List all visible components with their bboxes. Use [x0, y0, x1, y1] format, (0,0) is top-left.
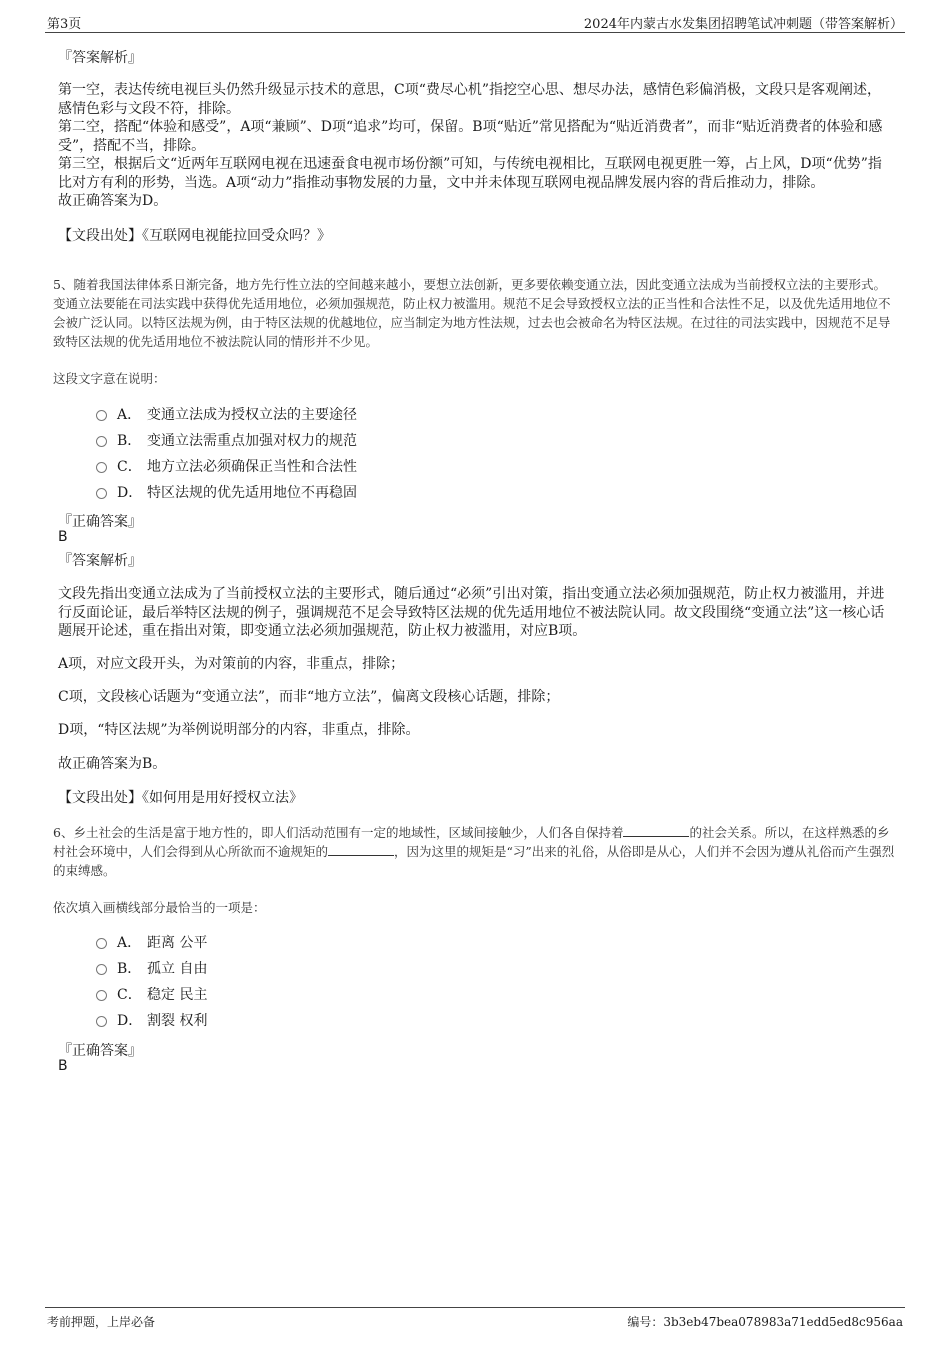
- q6-option-c[interactable]: [96, 984, 207, 1004]
- option-letter: C．: [117, 459, 142, 475]
- q6-stem-part-2: 的社会关系。所以，在这样熟悉的乡村社会环境中，人们会得到从心所欲而不逾规矩的: [53, 825, 890, 859]
- option-text: 距离 公平: [147, 935, 208, 951]
- prev-analysis-text: 第一空，表达传统电视巨头仍然升级显示技术的意思，C项“费尽心机”指挖空心思、想尽办法，感情色彩偏消极，文段只是客观阐述，感情色彩与文段不符，排除。 第二空，搭配“体验和感受”，A项“兼顾”、D项“追求”均可，保留。B项“贴近”常见搭配为“贴近消费者”，而非“贴近消费者的体验和感受”，搭配不当，排除。 第三空，根据后文“近两年互联网电视在迅速蚕食电视市场份额”可知，与传统电视相比，互联网电视更胜一筹，占上风，D项“优势”指比对方有利的形势，当选。A项“动力”指推动事物发展的力量，文中并未体现互联网电视品牌发展内容的背后推动力，排除。 故正确答案为D。: [58, 82, 883, 209]
- option-text: 割裂 权利: [147, 1013, 208, 1029]
- q5-answer-label: 『正确答案』: [58, 514, 142, 530]
- q5-stem: 5、随着我国法律体系日渐完备，地方先行性立法的空间越来越小，要想立法创新，更多要依赖变通立法，因此变通立法成为当前授权立法的主要形式。变通立法要能在司法实践中获得优先适用地位，必须加强规范，防止权力被滥用。规范不足会导致授权立法的正当性和合法性不足，以及优先适用地位不会被广泛认同。以特区法规为例，由于特区法规的优越地位，应当制定为地方性法规，过去也会被命名为特区法规。在过往的司法实践中，因规范不足导致特区法规的优先适用地位不被法院认同的情形并不少见。: [53, 277, 891, 349]
- q6-option-a[interactable]: [96, 932, 207, 952]
- option-letter: A．: [117, 935, 142, 951]
- q5-conclusion: 故正确答案为B。: [58, 756, 167, 772]
- option-text: 变通立法需重点加强对权力的规范: [147, 433, 357, 449]
- option-letter: C．: [117, 987, 142, 1003]
- radio-icon[interactable]: [96, 410, 107, 421]
- prev-source: 【文段出处】《互联网电视能拉回受众吗？》: [58, 228, 331, 244]
- option-text: 地方立法必须确保正当性和合法性: [147, 459, 357, 475]
- q5-answer: B: [58, 529, 68, 545]
- radio-icon[interactable]: [96, 462, 107, 473]
- document-title: 2024年内蒙古水发集团招聘笔试冲刺题（带答案解析）: [583, 17, 903, 32]
- radio-icon[interactable]: [96, 488, 107, 499]
- option-letter: D．: [117, 1013, 143, 1029]
- q5-option-c[interactable]: [96, 456, 357, 476]
- q6-stem-part-1: 6、乡土社会的生活是富于地方性的，即人们活动范围有一定的地域性，区域间接触少，人们各自保持着: [53, 825, 624, 840]
- fill-blank-2: [328, 843, 394, 856]
- q6-option-b[interactable]: [96, 958, 207, 978]
- q6-stem-part-3: ，因为这里的规矩是“习”出来的礼俗，从俗即是从心，人们并不会因为遵从礼俗而产生强烈的束缚感。: [53, 844, 895, 878]
- q5-analysis-label: 『答案解析』: [58, 553, 142, 569]
- option-text: 稳定 民主: [147, 987, 208, 1003]
- prev-analysis-label: 『答案解析』: [58, 50, 142, 66]
- option-letter: D．: [117, 485, 143, 501]
- q5-note-c: C项，文段核心话题为“变通立法”，而非“地方立法”，偏离文段核心话题，排除；: [58, 689, 560, 705]
- q5-prompt: 这段文字意在说明：: [53, 371, 166, 386]
- q6-answer-label: 『正确答案』: [58, 1043, 142, 1059]
- q5-option-a[interactable]: [96, 404, 357, 424]
- option-text: 孤立 自由: [147, 961, 208, 977]
- option-letter: B．: [117, 961, 142, 977]
- fill-blank-1: [623, 824, 689, 837]
- q5-source: 【文段出处】《如何用是用好授权立法》: [58, 790, 303, 806]
- radio-icon[interactable]: [96, 990, 107, 1001]
- option-text: 变通立法成为授权立法的主要途径: [147, 407, 357, 423]
- page-number: 第3页: [47, 17, 82, 32]
- radio-icon[interactable]: [96, 938, 107, 949]
- header-divider: [45, 32, 905, 33]
- q6-stem: [53, 823, 896, 880]
- q5-note-d: D项，“特区法规”为举例说明部分的内容，非重点，排除。: [58, 722, 420, 738]
- q5-option-b[interactable]: [96, 430, 357, 450]
- q5-analysis-text: 文段先指出变通立法成为了当前授权立法的主要形式，随后通过“必须”引出对策，指出变通立法必须加强规范，防止权力被滥用，并进行反面论证，最后举特区法规的例子，强调规范不足会导致特区法规的优先适用地位不被法院认同。故文段围绕“变通立法”这一核心话题展开论述，重在指出对策，即变通立法必须加强规范，防止权力被滥用，对应B项。: [58, 586, 885, 639]
- radio-icon[interactable]: [96, 436, 107, 447]
- q5-note-a: A项，对应文段开头，为对策前的内容，非重点，排除；: [58, 656, 405, 672]
- radio-icon[interactable]: [96, 964, 107, 975]
- q5-option-d[interactable]: [96, 482, 357, 502]
- option-letter: A．: [117, 407, 142, 423]
- q6-answer: B: [58, 1058, 68, 1074]
- option-letter: B．: [117, 433, 142, 449]
- footer-divider: [45, 1307, 905, 1308]
- q6-prompt: 依次填入画横线部分最恰当的一项是：: [53, 900, 266, 915]
- document-serial: 编号：3b3eb47bea078983a71edd5ed8c956aa: [627, 1315, 903, 1329]
- q6-option-d[interactable]: [96, 1010, 207, 1030]
- radio-icon[interactable]: [96, 1016, 107, 1027]
- option-text: 特区法规的优先适用地位不再稳固: [147, 485, 357, 501]
- footer-slogan: 考前押题，上岸必备: [47, 1315, 156, 1329]
